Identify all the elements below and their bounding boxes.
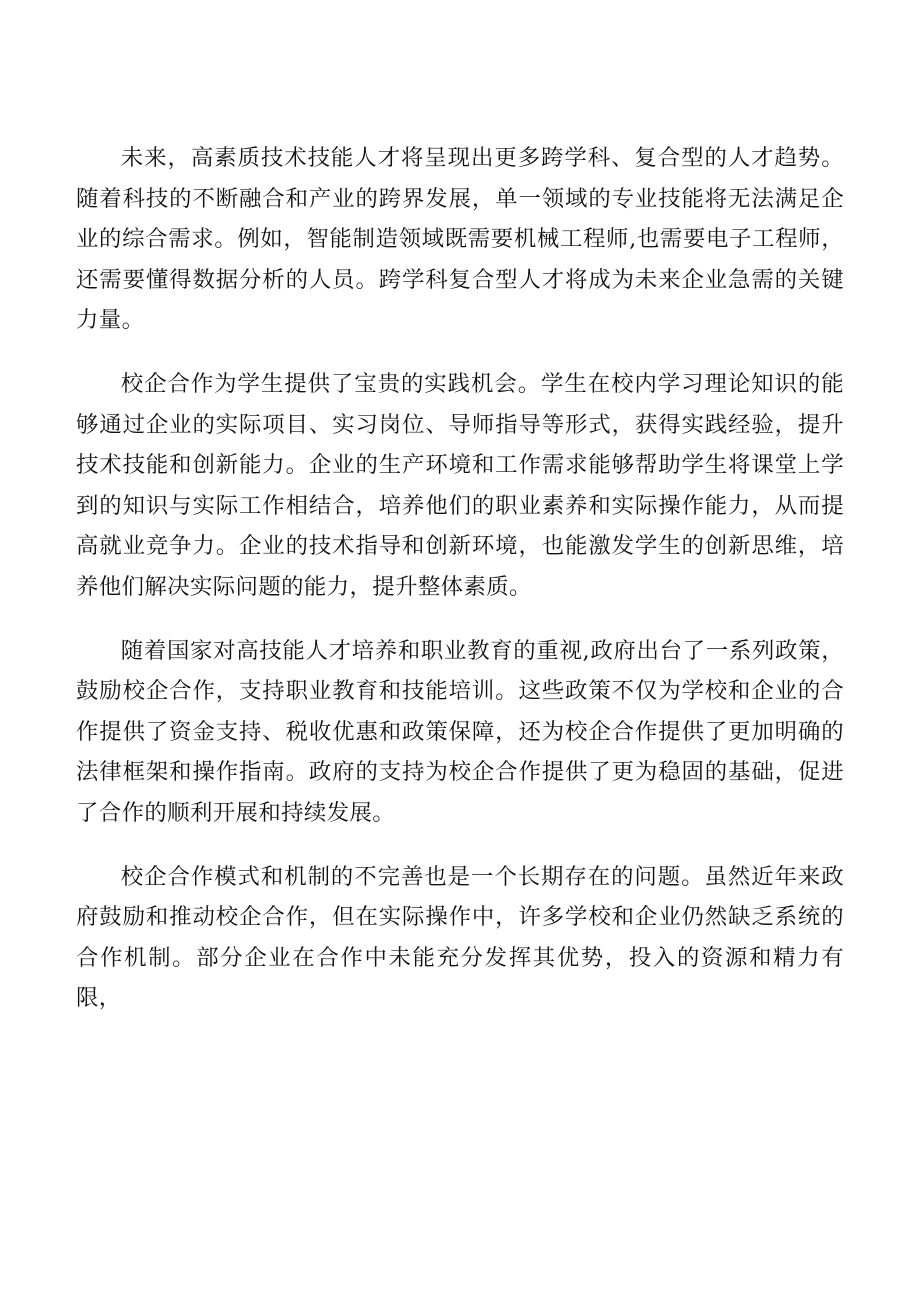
paragraph-1: 未来，高素质技术技能人才将呈现出更多跨学科、复合型的人才趋势。随着科技的不断融合和产业的跨界发展，单一领域的专业技能将无法满足企业的综合需求。例如，智能制造领域既需要机械工程师,也需要电子工程师，还需要懂得数据分析的人员。跨学科复合型人才将成为未来企业急需的关键力量。: [76, 145, 844, 334]
paragraph-3: 随着国家对高技能人才培养和职业教育的重视,政府出台了一系列政策，鼓励校企合作，支持职业教育和技能培训。这些政策不仅为学校和企业的合作提供了资金支持、税收优惠和政策保障，还为校企合作提供了更加明确的法律框架和操作指南。政府的支持为校企合作提供了更为稳固的基础，促进了合作的顺利开展和持续发展。: [76, 637, 844, 826]
document-body: [76, 138, 844, 1042]
paragraph-4: 校企合作模式和机制的不完善也是一个长期存在的问题。虽然近年来政府鼓励和推动校企合作，但在实际操作中，许多学校和企业仍然缺乏系统的合作机制。部分企业在合作中未能充分发挥其优势，投入的资源和精力有限，: [76, 863, 844, 1012]
paragraph-2: 校企合作为学生提供了宝贵的实践机会。学生在校内学习理论知识的能够通过企业的实际项目、实习岗位、导师指导等形式，获得实践经验，提升技术技能和创新能力。企业的生产环境和工作需求能够帮助学生将课堂上学到的知识与实际工作相结合，培养他们的职业素养和实际操作能力，从而提高就业竞争力。企业的技术指导和创新环境，也能激发学生的创新思维，培养他们解决实际问题的能力，提升整体素质。: [76, 370, 844, 600]
